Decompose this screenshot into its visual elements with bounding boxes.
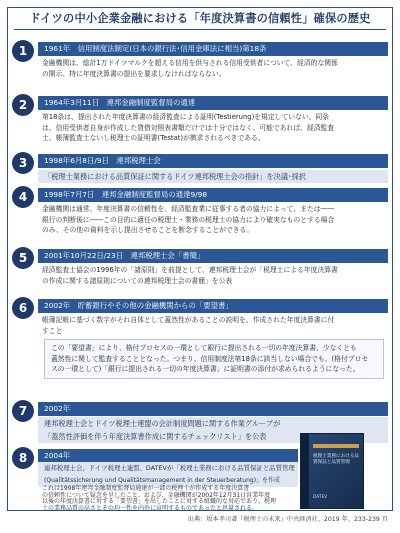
book-band — [313, 444, 359, 448]
history-item-1 — [12, 40, 388, 78]
item-heading: 2002年 — [38, 402, 388, 416]
book-spine — [301, 434, 309, 508]
book-title: 税理士業務における品質保証と品質管理 — [313, 454, 359, 465]
item-heading: 1964年3月11日 連邦金融制度監督局の通達 — [38, 96, 388, 110]
item-body: 第18条は、提出された年度決算書の経済監査による証明(Testierung)を規定していない。同条 は、信用受供者自身が作成した貸借対照表書類だけでは十分ではなく、可能であれば、経済監査 士、帳簿監査士ないし税理士の証明書(Testat)が徴求されるべきである。 — [42, 113, 335, 142]
item-number: 5 — [12, 247, 34, 269]
item-subheading: (Qualitätssicherung und Qualitätsmanagement in der Steuerberatung)」を作成 — [38, 474, 298, 487]
item-subheading: 「税理士業務における品質保証に関するドイツ連邦税理士会の指針」を決議･採択 — [38, 170, 388, 183]
history-item-6 — [12, 297, 388, 395]
item-number: 1 — [12, 40, 34, 62]
item-number: 4 — [12, 186, 34, 208]
item-body: 金融機関は、総計1万ドイツマルクを超える信用を供与される信用受供者について、経済的な関係 の開示、特に年度決算書の提出を要求しなければならない。 — [42, 59, 338, 78]
title-divider — [14, 29, 386, 30]
item-heading: 1998年6月8日/9日 連邦税理士会 — [38, 154, 388, 168]
item-heading: 1998年7月7日 連邦金融制度監督局の通達9/98 — [38, 188, 388, 202]
item-body: 帳簿記帳に基づく数字がそれ自体として蓋然性があることの説明を、作成された年度決算書に付 すこと — [42, 316, 335, 335]
item-heading: 1961年 信用制度法制定(日本の銀行法･信用金庫法に相当)第18条 — [38, 42, 388, 56]
source-citation: 出典：坂本孝司著『税理士の未来』中央経済社、2019 年、233-239 頁 — [187, 516, 388, 523]
book-cover-image — [300, 433, 364, 509]
item-body: 金融機関は通常、年度決算書の信頼性を、経済監査業に従事する者の協力によって、または―― 銀行の判断後に――この目的に適任の税理士・業務の税理士の協力により確実なものとする場合 のみ、その他の資料を示し提出させることを断念することができる。 — [42, 205, 335, 234]
item-number: 7 — [12, 400, 34, 422]
book-publisher: DATEV — [313, 495, 328, 500]
history-item-5 — [12, 247, 388, 287]
page-title: ドイツの中小企業金融における「年度決算書の信頼性」確保の歴史 — [29, 12, 371, 25]
item-subheading: 連邦税理士会、ドイツ税理士連盟、DATEVが「税理士業務における品質保証と品質管理 — [38, 462, 298, 475]
item-heading: 2001年10月22日/23日 連邦税理士会「書簡」 — [38, 249, 388, 263]
history-item-3 — [12, 152, 388, 184]
request-note-box: この「要望書」により、格付プロセスの一環として銀行に提出される一切の年度決算書、少なくとも 蓋然性に関して監査することとなった。つまり、信用制度法第18条に該当しない場合でも、(格付プロセ スの一環として)「銀行に提出される一切の年度決算書」に証明書の添付が求められるようになった。 — [44, 339, 384, 379]
item-subheading: 連邦税理士会とドイツ税理士連盟の会計制度問題に関する作業グループが — [38, 417, 388, 430]
item-number: 6 — [12, 297, 34, 319]
item-number: 2 — [12, 94, 34, 116]
history-item-2 — [12, 94, 388, 146]
item-body: 経済監査士協会の1996年の「諸原則」を前提として、連邦税理士会が「税理士による年度決算書 の作成に関する諸原則についての連邦税理士会の書簡」を公表 — [42, 266, 338, 285]
item-heading: 2002年 貯蓄銀行やその他の金融機関からの「要望書」 — [38, 299, 388, 313]
history-item-4 — [12, 186, 388, 238]
item-number: 8 — [12, 447, 34, 469]
item-number: 3 — [12, 152, 34, 174]
item-body: これは1998年連邦金融制度監督局通達が一部の税理士が作成する年度決算書 の信頼性について疑念を呈したこと、および、金融機関が2002年12月31日営業年度 以後の年度決算書に対する「要望書」を出したことに対する組織的な対応であり、税理 士の業務品質の高さとその均一性を内外に宣明するものであったと思量される。 — [42, 485, 277, 512]
item-subheading: 「蓋然性評価を伴う年度決算書作成に関するチェックリスト」を公表 — [38, 430, 388, 443]
item-heading: 2004年 — [38, 449, 298, 463]
